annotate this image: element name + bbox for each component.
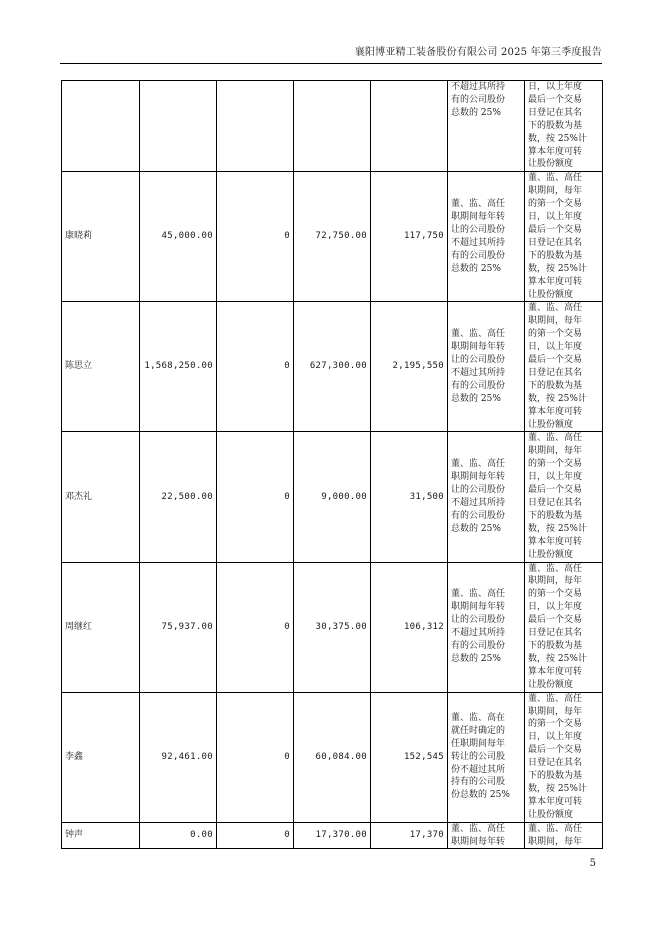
closing-restricted-shares: 2,195,550 bbox=[371, 302, 448, 432]
table-row bbox=[62, 562, 603, 692]
added-restricted-shares: 9,000.00 bbox=[294, 432, 371, 562]
restriction-reason: 董、监、高任 职期间每年转 bbox=[448, 822, 525, 849]
restricted-shares-table bbox=[61, 80, 603, 849]
opening-restricted-shares: 1,568,250.00 bbox=[140, 302, 217, 432]
table-row bbox=[62, 822, 603, 849]
table-row bbox=[62, 81, 603, 172]
released-shares: 0 bbox=[217, 172, 294, 302]
released-shares bbox=[217, 81, 294, 172]
release-rule: 日，以上年度 最后一个交易 日登记在其名 下的股数为基 数，按 25%计 算本年度可转 让股份额度 bbox=[525, 81, 603, 172]
table-row bbox=[62, 302, 603, 432]
opening-restricted-shares: 92,461.00 bbox=[140, 692, 217, 822]
release-rule: 董、监、高任 职期间，每年 的第一个交易 日，以上年度 最后一个交易 日登记在其名 下的股数为基 数，按 25%计 算本年度可转 让股份额度 bbox=[525, 172, 603, 302]
table-row bbox=[62, 692, 603, 822]
header-divider bbox=[60, 63, 602, 64]
opening-restricted-shares: 45,000.00 bbox=[140, 172, 217, 302]
restriction-reason: 董、监、高任 职期间每年转 让的公司股份 不超过其所持 有的公司股份 总数的 25% bbox=[448, 432, 525, 562]
release-rule: 董、监、高任 职期间，每年 bbox=[525, 822, 603, 849]
holder-name bbox=[62, 81, 140, 172]
table-row bbox=[62, 432, 603, 562]
opening-restricted-shares bbox=[140, 81, 217, 172]
added-restricted-shares: 60,084.00 bbox=[294, 692, 371, 822]
added-restricted-shares: 72,750.00 bbox=[294, 172, 371, 302]
released-shares: 0 bbox=[217, 822, 294, 849]
closing-restricted-shares: 31,500 bbox=[371, 432, 448, 562]
restriction-reason: 董、监、高在 就任时确定的 任职期间每年 转让的公司股 份不超过其所 持有的公司股 份总数的 25% bbox=[448, 692, 525, 822]
release-rule: 董、监、高任 职期间，每年 的第一个交易 日，以上年度 最后一个交易 日登记在其名 下的股数为基 数，按 25%计 算本年度可转 让股份额度 bbox=[525, 302, 603, 432]
holder-name: 陈思立 bbox=[62, 302, 140, 432]
opening-restricted-shares: 0.00 bbox=[140, 822, 217, 849]
restriction-reason: 董、监、高任 职期间每年转 让的公司股份 不超过其所持 有的公司股份 总数的 25% bbox=[448, 562, 525, 692]
added-restricted-shares: 30,375.00 bbox=[294, 562, 371, 692]
released-shares: 0 bbox=[217, 692, 294, 822]
page-number: 5 bbox=[589, 858, 596, 869]
holder-name: 康晓莉 bbox=[62, 172, 140, 302]
closing-restricted-shares: 17,370 bbox=[371, 822, 448, 849]
table-row bbox=[62, 172, 603, 302]
restriction-reason: 董、监、高任 职期间每年转 让的公司股份 不超过其所持 有的公司股份 总数的 25% bbox=[448, 302, 525, 432]
closing-restricted-shares: 152,545 bbox=[371, 692, 448, 822]
released-shares: 0 bbox=[217, 302, 294, 432]
report-header-title: 襄阳博亚精工装备股份有限公司 2025 年第三季度报告 bbox=[354, 47, 602, 58]
added-restricted-shares: 627,300.00 bbox=[294, 302, 371, 432]
added-restricted-shares: 17,370.00 bbox=[294, 822, 371, 849]
added-restricted-shares bbox=[294, 81, 371, 172]
released-shares: 0 bbox=[217, 562, 294, 692]
opening-restricted-shares: 22,500.00 bbox=[140, 432, 217, 562]
closing-restricted-shares: 117,750 bbox=[371, 172, 448, 302]
holder-name: 钟声 bbox=[62, 822, 140, 849]
holder-name: 邓杰礼 bbox=[62, 432, 140, 562]
restriction-reason: 不超过其所持 有的公司股份 总数的 25% bbox=[448, 81, 525, 172]
release-rule: 董、监、高任 职期间，每年 的第一个交易 日，以上年度 最后一个交易 日登记在其名 下的股数为基 数，按 25%计 算本年度可转 让股份额度 bbox=[525, 562, 603, 692]
closing-restricted-shares: 106,312 bbox=[371, 562, 448, 692]
opening-restricted-shares: 75,937.00 bbox=[140, 562, 217, 692]
release-rule: 董、监、高任 职期间，每年 的第一个交易 日，以上年度 最后一个交易 日登记在其名 下的股数为基 数，按 25%计 算本年度可转 让股份额度 bbox=[525, 692, 603, 822]
release-rule: 董、监、高任 职期间，每年 的第一个交易 日，以上年度 最后一个交易 日登记在其名 下的股数为基 数，按 25%计 算本年度可转 让股份额度 bbox=[525, 432, 603, 562]
holder-name: 李鑫 bbox=[62, 692, 140, 822]
released-shares: 0 bbox=[217, 432, 294, 562]
restriction-reason: 董、监、高任 职期间每年转 让的公司股份 不超过其所持 有的公司股份 总数的 25% bbox=[448, 172, 525, 302]
closing-restricted-shares bbox=[371, 81, 448, 172]
holder-name: 周继红 bbox=[62, 562, 140, 692]
